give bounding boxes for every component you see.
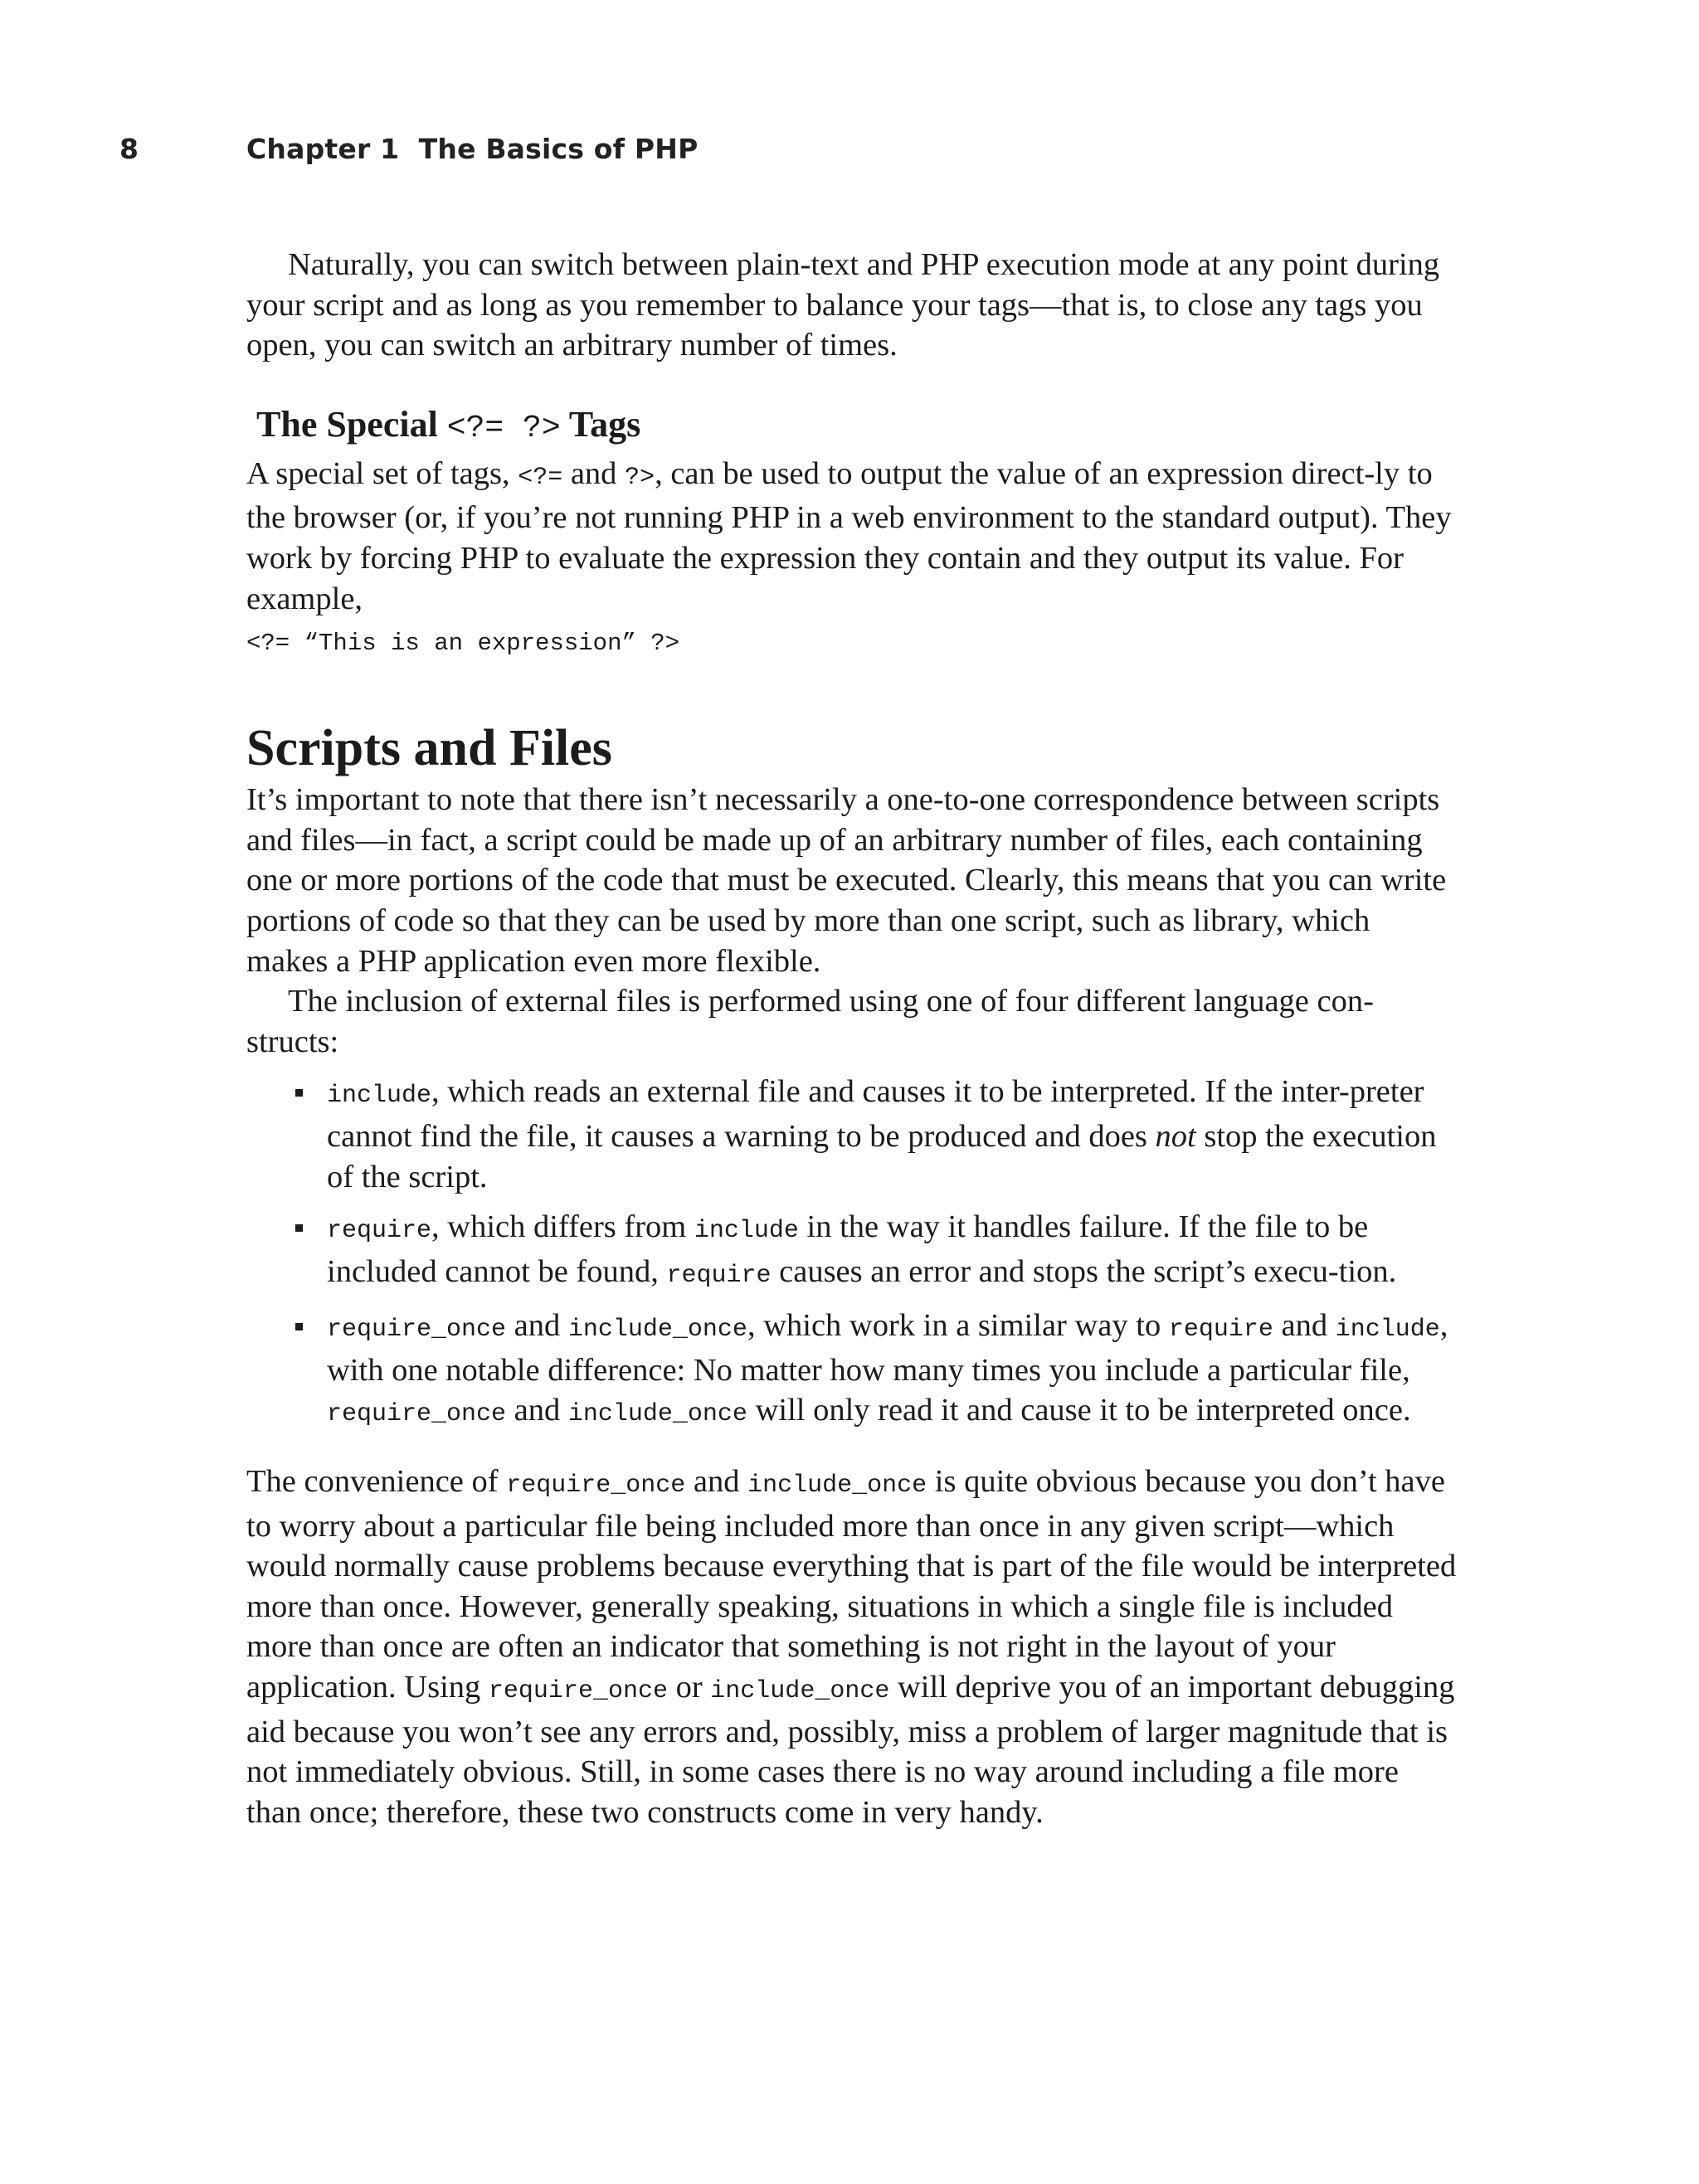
heading-text: The Special <box>256 403 447 445</box>
text-run: is quite obvious because you don’t have to worry about a particular file being included more than once in any given script—which would normally cause problems because everything that is part of the file would be interpreted more than once. However, generally speaking, situations in which a single file is included more than once are often an indicator that something is not right in the layout of your application. Using <box>246 1464 1457 1705</box>
text-run: , can be used to output the value of an expression direct-ly to the browser (or, if you’re not running PHP in a web environment to the standard output). They work by forcing PHP to evaluate the expression they contain and they output its value. For example, <box>246 455 1452 616</box>
text-run: will deprive you of an important debugging aid because you won’t see any errors and, possibly, miss a problem of larger magnitude that is not immediately obvious. Still, in some cases there is no way around including a file more than once; therefore, these two constructs come in very handy. <box>246 1670 1455 1830</box>
bullet-square-icon <box>295 1323 303 1330</box>
text-run: A special set of tags, <box>246 455 518 491</box>
inline-code: include_once <box>710 1677 890 1706</box>
inline-code: require <box>327 1217 432 1246</box>
heading-text-end: Tags <box>560 403 641 445</box>
heading-code: <?= ?> <box>446 410 561 446</box>
text-run: stop the execution of the script. <box>327 1118 1437 1194</box>
inline-code: require_once <box>506 1471 686 1501</box>
inline-code: include <box>1335 1316 1440 1345</box>
text-run: and <box>685 1464 748 1500</box>
text-run: and <box>506 1308 568 1344</box>
inline-code: require <box>1168 1316 1273 1345</box>
scripts-paragraph-3 <box>246 1462 1458 1832</box>
inline-code: require_once <box>488 1677 668 1706</box>
text-run: The convenience of <box>246 1464 507 1500</box>
bullet-square-icon <box>295 1224 303 1232</box>
text-run: , which reads an external file and causes it to be interpreted. If the inter-preter cannot find the file, it causes a warning to be produced and does <box>327 1074 1424 1154</box>
page-number: 8 <box>119 133 139 165</box>
text-run: , which work in a similar way to <box>747 1308 1169 1344</box>
inline-code: include <box>694 1217 799 1246</box>
scripts-paragraph-1: It’s important to note that there isn’t necessarily a one-to-one correspondence between scripts and files—in fact, a script could be made up of an arbitrary number of files, each containing one or more portions of the code that must be executed. Clearly, this means that you can write portions of code so that they can be used by more than one script, such as library, which makes a PHP application even more flexible. <box>246 782 1447 979</box>
text-run: , which differs from <box>431 1209 694 1245</box>
text-run: in the way it handles failure. If the file to be included cannot be found, <box>327 1209 1369 1289</box>
text-run: , with one notable difference: No matter how many times you include a particular file, <box>327 1308 1448 1388</box>
inline-code: include_once <box>567 1400 747 1429</box>
special-tags-paragraph <box>246 454 1458 619</box>
inline-code: include_once <box>747 1471 927 1501</box>
list-item <box>246 1306 1458 1435</box>
page-body <box>246 245 1458 1832</box>
text-run: and <box>562 455 626 491</box>
constructs-list <box>246 1072 1458 1435</box>
chapter-title: Chapter 1 The Basics of PHP <box>246 133 699 165</box>
text-run: will only read it and cause it to be interpreted once. <box>747 1393 1411 1428</box>
inline-code: <?= <box>518 463 563 492</box>
section-heading-special-tags <box>246 401 1458 452</box>
text-run: or <box>667 1670 711 1705</box>
intro-paragraph: Naturally, you can switch between plain-text and PHP execution mode at any point during your script and as long as you remember to balance your tags—that is, to close any tags you open, you can switch an arbitrary number of times. <box>246 247 1440 363</box>
inline-code: require <box>666 1261 772 1290</box>
inline-code: require_once <box>327 1316 507 1345</box>
scripts-paragraph-2: The inclusion of external files is performed using one of four different language con-structs: <box>246 984 1374 1059</box>
text-run: causes an error and stops the script’s execu-tion. <box>771 1253 1397 1289</box>
code-example: <?= “This is an expression” ?> <box>246 630 680 658</box>
text-run: and <box>1273 1308 1336 1344</box>
text-run: and <box>506 1393 568 1428</box>
list-item <box>246 1072 1458 1197</box>
inline-code: ?> <box>625 463 655 492</box>
bullet-square-icon <box>295 1089 303 1097</box>
inline-code: include <box>327 1082 432 1111</box>
inline-code: require_once <box>327 1400 507 1429</box>
inline-code: include_once <box>567 1316 747 1345</box>
list-item <box>246 1207 1458 1296</box>
section-heading-scripts-files: Scripts and Files <box>246 720 612 777</box>
emphasis: not <box>1155 1118 1196 1154</box>
